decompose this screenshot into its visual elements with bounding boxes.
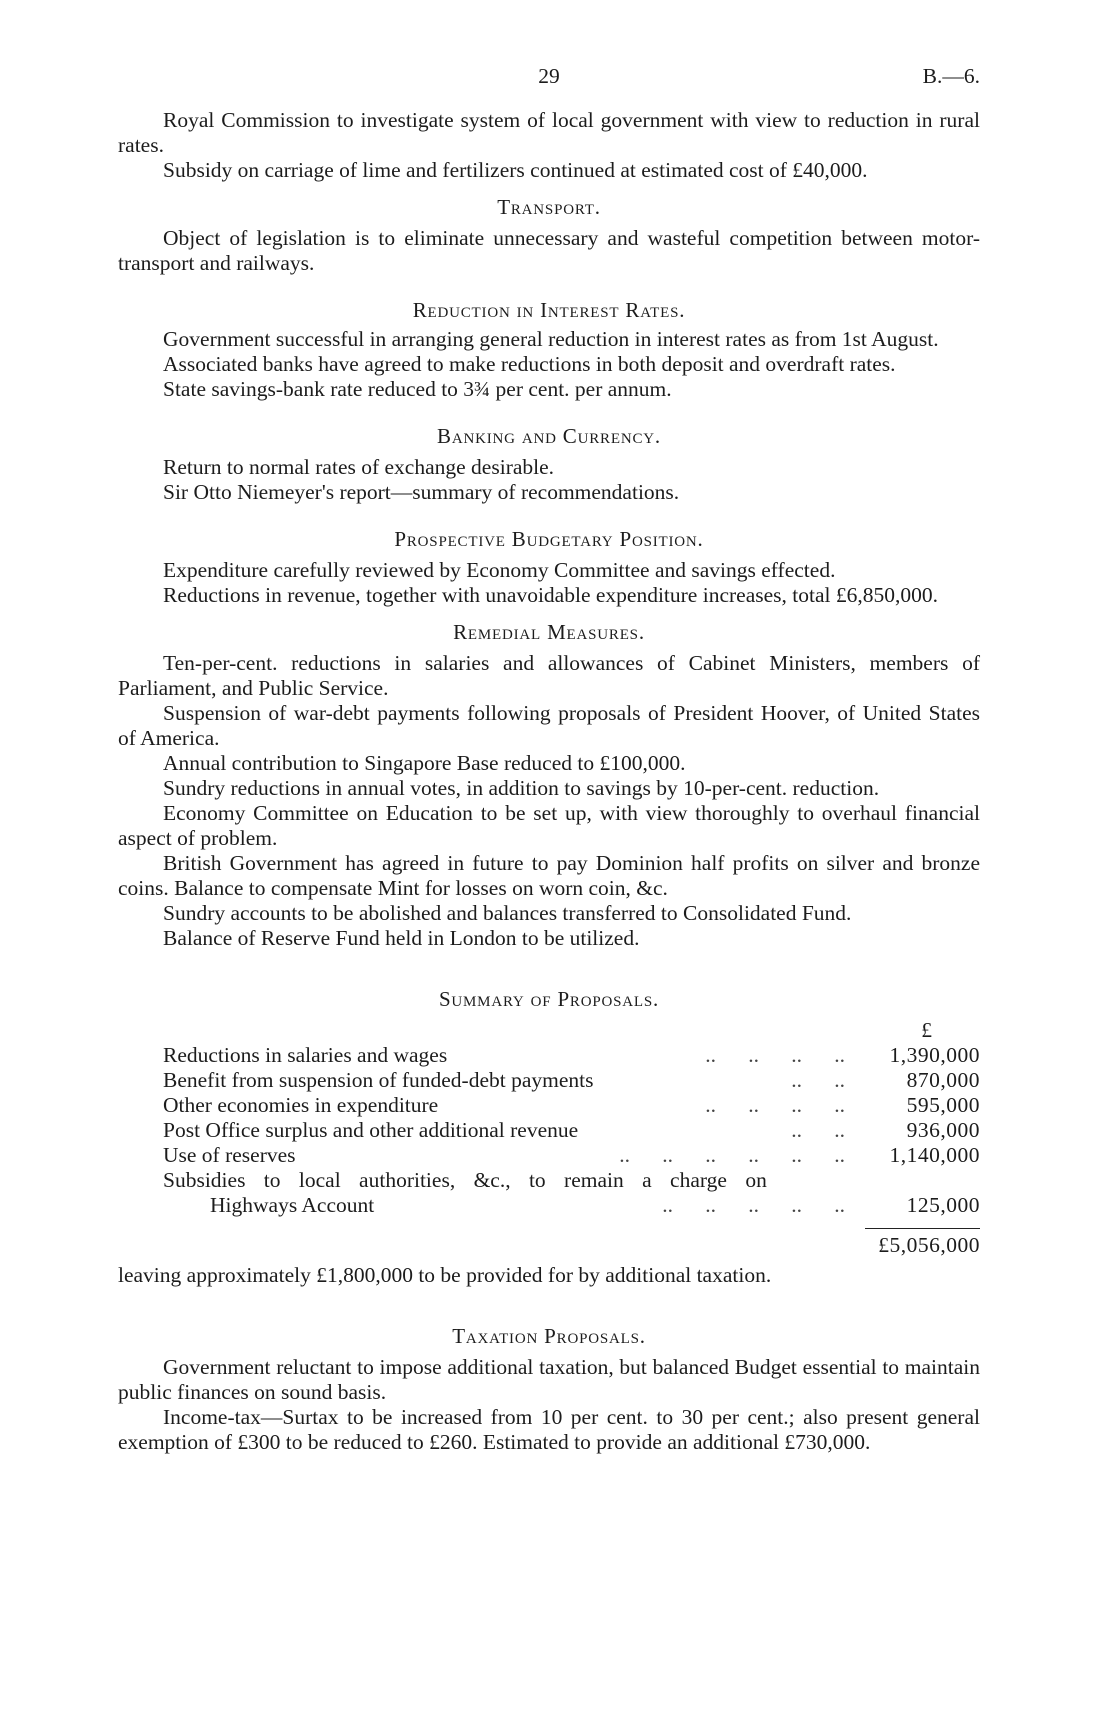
summary-row-amount: 1,390,000: [889, 1043, 980, 1067]
paragraph-war-debt-suspension: Suspension of war-debt payments following proposals of President Hoover, of United States of America.: [118, 701, 980, 750]
heading-transport: Transport.: [497, 195, 601, 219]
paragraph-lime-subsidy: Subsidy on carriage of lime and fertilizers continued at estimated cost of £40,000.: [163, 158, 868, 182]
summary-row: [118, 1143, 980, 1168]
heading-summary-proposals: Summary of Proposals.: [438, 987, 660, 1011]
summary-row: [118, 1068, 980, 1093]
paragraph-singapore-base: Annual contribution to Singapore Base reduced to £100,000.: [163, 751, 686, 775]
currency-header: £: [921, 1018, 932, 1042]
document-reference: B.—6.: [922, 64, 980, 88]
heading-remedial-measures: Remedial Measures.: [453, 620, 645, 644]
summary-row-label: Benefit from suspension of funded-debt payments: [163, 1068, 594, 1092]
summary-row: [118, 1168, 980, 1193]
paragraph-expenditure-reviewed: Expenditure carefully reviewed by Economy Committee and savings effected.: [163, 558, 836, 582]
summary-row-label: Highways Account: [210, 1193, 375, 1217]
heading-budgetary-position: Prospective Budgetary Position.: [394, 527, 704, 551]
paragraph-revenue-reductions: Reductions in revenue, together with unavoidable expenditure increases, total £6,850,000.: [163, 583, 938, 607]
summary-total: £5,056,000: [878, 1233, 980, 1257]
paragraph-leaving-approximately: leaving approximately £1,800,000 to be provided for by additional taxation.: [118, 1263, 772, 1287]
dot-leader: .. ..: [791, 1118, 845, 1142]
paragraph-savings-bank-rate: State savings-bank rate reduced to 3¾ per cent. per annum.: [163, 377, 672, 401]
document-page: [118, 64, 980, 1455]
summary-row-label: Subsidies to local authorities, &c., to remain a charge on: [163, 1168, 767, 1192]
summary-row-amount: 595,000: [906, 1093, 980, 1117]
paragraph-exchange-rates: Return to normal rates of exchange desirable.: [163, 455, 555, 479]
summary-row: [118, 1193, 980, 1218]
summary-row: [118, 1118, 980, 1143]
summary-row-amount: 936,000: [906, 1118, 980, 1142]
paragraph-associated-banks: Associated banks have agreed to make reductions in both deposit and overdraft rates.: [163, 352, 896, 376]
summary-table: [118, 1018, 980, 1263]
page-header: [118, 64, 980, 94]
summary-row-label: Post Office surplus and other additional revenue: [163, 1118, 579, 1142]
summary-row-label: Reductions in salaries and wages: [163, 1043, 448, 1067]
paragraph-taxation-reluctant: Government reluctant to impose additional taxation, but balanced Budget essential to maintain public finances on sound basis.: [118, 1355, 980, 1404]
page-number: 29: [538, 64, 560, 88]
paragraph-sundry-accounts: Sundry accounts to be abolished and balances transferred to Consolidated Fund.: [163, 901, 852, 925]
heading-taxation-proposals: Taxation Proposals.: [452, 1324, 646, 1348]
paragraph-reserve-fund: Balance of Reserve Fund held in London to be utilized.: [163, 926, 640, 950]
summary-row-amount: 125,000: [906, 1193, 980, 1217]
dot-leader: .. .. .. .. .. ..: [619, 1143, 845, 1167]
dot-leader: .. .. .. ..: [705, 1093, 845, 1117]
dot-leader: .. .. .. .. ..: [662, 1193, 845, 1217]
dot-leader: .. .. .. ..: [705, 1043, 845, 1067]
paragraph-transport-legislation: Object of legislation is to eliminate unnecessary and wasteful competition between motor-transport and railways.: [118, 226, 980, 275]
paragraph-salary-reductions: Ten-per-cent. reductions in salaries and allowances of Cabinet Ministers, members of Parliament, and Public Service.: [118, 651, 980, 700]
heading-interest-rates: Reduction in Interest Rates.: [412, 298, 686, 322]
paragraph-interest-reduction: Government successful in arranging general reduction in interest rates as from 1st August.: [163, 327, 939, 351]
summary-row-label: Use of reserves: [163, 1143, 296, 1167]
paragraph-niemeyer-report: Sir Otto Niemeyer's report—summary of recommendations.: [163, 480, 680, 504]
heading-banking-currency: Banking and Currency.: [437, 424, 661, 448]
paragraph-coin-profits: British Government has agreed in future to pay Dominion half profits on silver and bronze coins. Balance to compensate Mint for losses on worn coin, &c.: [118, 851, 980, 900]
dot-leader: .. ..: [791, 1068, 845, 1092]
summary-row-label: Other economies in expenditure: [163, 1093, 439, 1117]
summary-row: [118, 1093, 980, 1118]
paragraph-royal-commission: Royal Commission to investigate system of local government with view to reduction in rural rates.: [118, 108, 980, 157]
summary-row-amount: 870,000: [906, 1068, 980, 1092]
paragraph-income-tax: Income-tax—Surtax to be increased from 10 per cent. to 30 per cent.; also present general exemption of £300 to be reduced to £260. Estimated to provide an additional £730,000.: [118, 1405, 980, 1454]
paragraph-sundry-reductions: Sundry reductions in annual votes, in addition to savings by 10-per-cent. reduction.: [163, 776, 880, 800]
summary-row-amount: 1,140,000: [889, 1143, 980, 1167]
paragraph-education-committee: Economy Committee on Education to be set up, with view thoroughly to overhaul financial aspect of problem.: [118, 801, 980, 850]
summary-row: [118, 1043, 980, 1068]
